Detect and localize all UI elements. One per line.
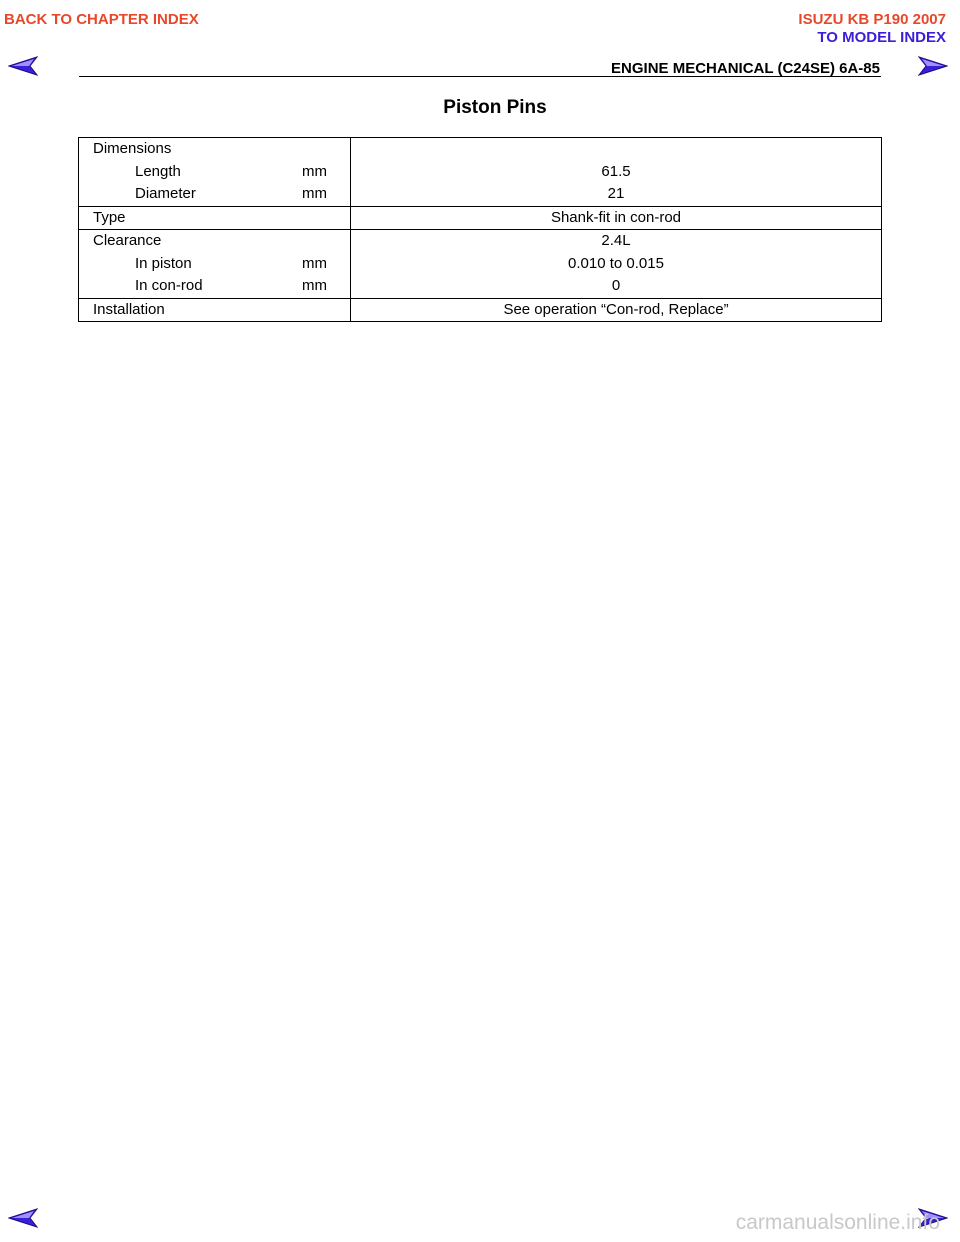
dimensions-value-cell xyxy=(351,138,882,207)
length-label: Length xyxy=(135,162,181,180)
running-header: ENGINE MECHANICAL (C24SE) 6A-85 xyxy=(611,60,880,77)
dimensions-label-cell xyxy=(79,138,351,207)
to-model-index-link[interactable]: TO MODEL INDEX xyxy=(817,29,946,46)
in-piston-label: In piston xyxy=(135,254,192,272)
table-row-clearance xyxy=(79,230,882,299)
diameter-unit: mm xyxy=(302,185,327,202)
type-label-cell xyxy=(79,206,351,230)
back-to-chapter-index-link[interactable]: BACK TO CHAPTER INDEX xyxy=(4,11,199,28)
in-piston-unit: mm xyxy=(302,254,327,272)
diameter-value: 21 xyxy=(607,185,625,202)
previous-page-arrow-icon[interactable] xyxy=(8,1207,38,1229)
in-conrod-unit: mm xyxy=(302,277,327,294)
installation-label-cell xyxy=(79,298,351,322)
in-piston-value: 0.010 to 0.015 xyxy=(568,254,664,272)
table-row-installation xyxy=(79,298,882,322)
watermark: carmanualsonline.info xyxy=(735,1211,940,1234)
installation-label: Installation xyxy=(93,300,165,318)
header-rule xyxy=(79,76,881,77)
clearance-label-cell xyxy=(79,230,351,299)
model-title: ISUZU KB P190 2007 xyxy=(798,11,946,28)
clearance-value-cell xyxy=(351,230,882,299)
engine-variant: 2.4L xyxy=(601,232,631,249)
clearance-label: Clearance xyxy=(93,232,162,249)
previous-page-arrow-icon[interactable] xyxy=(8,55,38,77)
in-conrod-value: 0 xyxy=(611,277,621,294)
length-value: 61.5 xyxy=(601,162,631,180)
type-value-cell xyxy=(351,206,882,230)
next-page-arrow-icon[interactable] xyxy=(918,55,948,77)
type-value: Shank-fit in con-rod xyxy=(550,208,682,226)
diameter-label: Diameter xyxy=(135,185,196,202)
installation-value-cell xyxy=(351,298,882,322)
length-unit: mm xyxy=(302,162,327,180)
piston-pins-spec-table xyxy=(78,137,882,322)
in-conrod-label: In con-rod xyxy=(135,277,203,294)
dimensions-label: Dimensions xyxy=(93,140,172,157)
section-title: Piston Pins xyxy=(443,97,547,118)
type-label: Type xyxy=(93,208,126,226)
installation-value: See operation “Con-rod, Replace” xyxy=(503,300,729,318)
table-row-type xyxy=(79,206,882,230)
table-row-dimensions xyxy=(79,138,882,207)
